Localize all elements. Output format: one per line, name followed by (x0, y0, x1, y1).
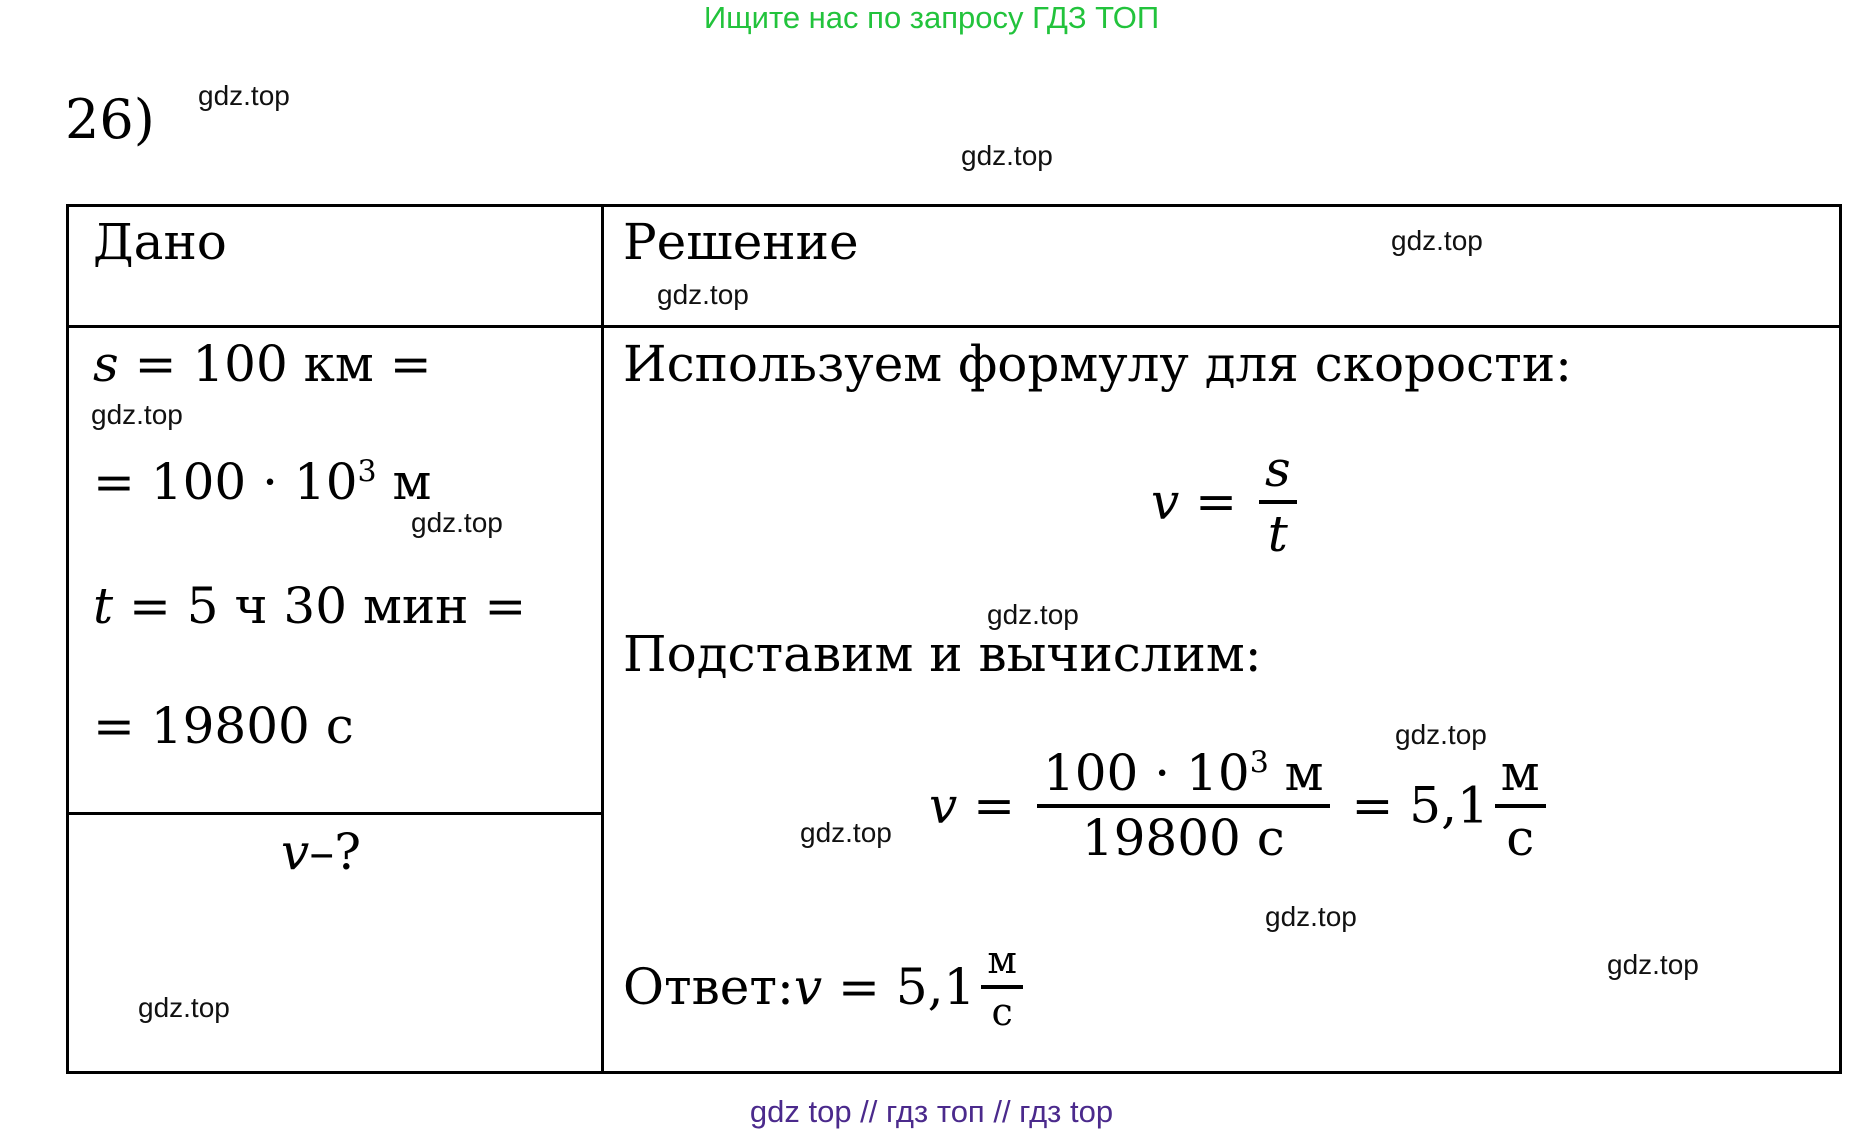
watermark: gdz.top (961, 140, 1053, 171)
answer: Ответ:v = 5,1 $\frac{м}{с}$ (623, 941, 1029, 1033)
find-quantity: v–? (281, 823, 362, 881)
given-distance-si: = $100 \cdot 10^3$ м (93, 453, 432, 511)
footer-watermark: gdz top // гдз топ // гдз top (749, 1094, 1114, 1129)
column-divider (601, 207, 604, 1071)
given-time-si: = 19800 с (93, 697, 354, 755)
solution-header: Решение (623, 213, 859, 271)
top-banner: Ищите нас по запросу ГДЗ ТОП (703, 0, 1160, 35)
watermark: gdz.top (1265, 901, 1357, 932)
step-substitute-text: Подставим и вычислим: (623, 625, 1262, 683)
given-divider (69, 812, 603, 815)
problem-number: 26) (65, 88, 155, 151)
watermark: gdz.top (800, 817, 892, 848)
watermark: gdz.top (1607, 949, 1699, 980)
header-divider (69, 325, 1839, 328)
given-time: t = 5 ч 30 мин = (93, 577, 527, 635)
watermark: gdz.top (1395, 719, 1487, 750)
step-formula-text: Используем формулу для скорости: (623, 335, 1572, 393)
velocity-formula: v = $\frac{s}{t}$ (1151, 443, 1303, 560)
watermark: gdz.top (1391, 225, 1483, 256)
given-distance: s = 100 км = (93, 335, 432, 393)
solution-table (66, 204, 1842, 1074)
watermark: gdz.top (198, 80, 290, 111)
watermark: gdz.top (138, 992, 230, 1023)
watermark: gdz.top (411, 507, 503, 538)
watermark: gdz.top (987, 599, 1079, 630)
watermark: gdz.top (91, 399, 183, 430)
given-header: Дано (93, 213, 227, 271)
watermark: gdz.top (657, 279, 749, 310)
calculation: v = $\frac{100 \cdot 10^3 м}{19800 с}$ = 5,1 $\frac{м}{с}$ (929, 747, 1552, 864)
